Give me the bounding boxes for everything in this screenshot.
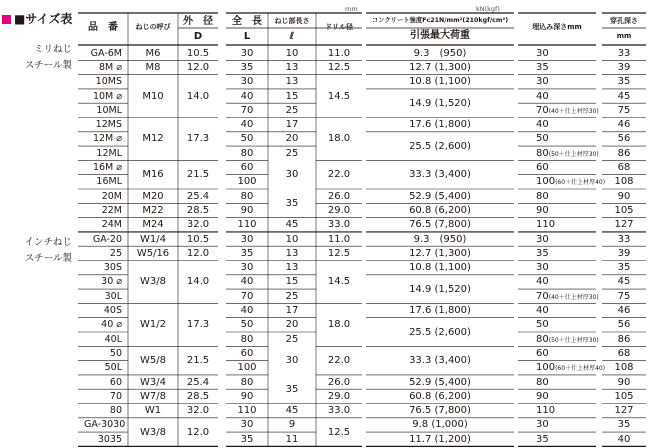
unit-mm-label: mm — [345, 5, 358, 13]
header-concrete: コンクリート強度Fc21N/mm²(210kgf/cm²) — [371, 17, 509, 24]
model-cell: 24M — [101, 219, 122, 231]
thread-cell: W1 — [144, 405, 162, 417]
hole-cell: 68 — [617, 347, 631, 359]
model-cell: 12M ⌀ — [92, 133, 122, 145]
load-cell: 9.8 (1,000) — [412, 419, 468, 431]
thread-cell: W3/8 — [140, 426, 166, 438]
model-cell: 10ML — [96, 104, 122, 116]
L-cell: 40 — [240, 276, 254, 288]
drill-cell: 12.5 — [327, 247, 351, 259]
L-cell: 30 — [240, 262, 254, 274]
load-cell: 9.3 (950) — [413, 233, 467, 245]
od-cell: 12.0 — [186, 247, 210, 259]
l-cell: 11 — [285, 433, 299, 445]
model-cell: 20M — [101, 190, 122, 202]
hole-cell: 90 — [617, 376, 631, 388]
l-cell: 35 — [285, 197, 299, 209]
hole-cell: 46 — [617, 305, 631, 317]
model-cell: 30 ⌀ — [101, 276, 122, 288]
header-thread-length-symbol: ℓ — [289, 31, 295, 42]
embed-value: 70 — [536, 290, 549, 302]
model-cell: 10MS — [95, 76, 122, 88]
model-cell: 16ML — [96, 176, 122, 188]
model-cell: GA-6M — [90, 47, 122, 59]
L-cell: 35 — [240, 247, 254, 259]
embed-cell: 80 — [536, 376, 549, 388]
embed-cell: 30 — [536, 419, 549, 431]
L-cell: 40 — [240, 90, 254, 102]
thread-cell: W7/8 — [140, 390, 166, 402]
embed-note: (40＋仕上材厚30) — [548, 107, 599, 115]
od-cell: 12.0 — [186, 426, 210, 438]
L-cell: 50 — [240, 319, 254, 331]
L-cell: 30 — [240, 47, 254, 59]
od-cell: 21.5 — [186, 169, 210, 181]
header-drill: ドリル径 — [325, 23, 353, 31]
thread-cell: W1/2 — [140, 319, 166, 331]
load-cell: 60.8 (6,200) — [409, 390, 471, 402]
header-length-symbol: L — [243, 31, 251, 42]
inch-group-line1: インチねじ — [24, 237, 72, 248]
load-cell: 11.7 (1,200) — [409, 433, 471, 445]
od-cell: 28.5 — [186, 204, 210, 216]
model-cell: GA-3030 — [84, 419, 126, 431]
hole-cell: 75 — [617, 104, 631, 116]
embed-cell: 40 — [536, 90, 549, 102]
thread-cell: W5/8 — [140, 355, 166, 367]
load-cell: 17.6 (1,800) — [409, 305, 471, 317]
thread-cell: M10 — [142, 90, 164, 102]
L-cell: 60 — [240, 347, 254, 359]
hole-cell: 127 — [614, 405, 634, 417]
hole-cell: 40 — [617, 433, 631, 445]
l-cell: 20 — [285, 319, 299, 331]
model-cell: 10M ⌀ — [92, 90, 122, 102]
embed-note: (60＋仕上材厚40) — [555, 365, 606, 373]
L-cell: 80 — [240, 147, 254, 159]
thread-cell: M24 — [142, 219, 164, 231]
embed-cell: 35 — [536, 247, 549, 259]
model-cell: 3035 — [97, 433, 122, 445]
hole-cell: 35 — [617, 76, 631, 88]
thread-cell: M16 — [142, 169, 164, 181]
model-cell: 80 — [109, 405, 122, 417]
drill-cell: 33.0 — [327, 219, 351, 231]
metric-group-line1: ミリねじ — [33, 44, 72, 55]
model-cell: 40L — [104, 333, 122, 345]
load-cell: 52.9 (5,400) — [409, 190, 471, 202]
l-cell: 25 — [285, 147, 299, 159]
model-cell: 40S — [103, 305, 122, 317]
embed-cell: 110 — [536, 405, 556, 417]
model-cell: GA-20 — [92, 233, 122, 245]
L-cell: 50 — [240, 133, 254, 145]
load-cell: 60.8 (6,200) — [409, 204, 471, 216]
embed-cell: 30 — [536, 76, 549, 88]
load-cell: 25.5 (2,600) — [409, 140, 471, 152]
L-cell: 110 — [237, 405, 257, 417]
drill-cell: 26.0 — [327, 190, 351, 202]
L-cell: 30 — [240, 233, 254, 245]
L-cell: 70 — [240, 104, 254, 116]
hole-cell: 86 — [617, 147, 631, 159]
L-cell: 100 — [237, 176, 257, 188]
L-cell: 40 — [240, 119, 254, 131]
hole-cell: 105 — [614, 204, 634, 216]
embed-value: 100 — [536, 176, 556, 188]
model-cell: 8M ⌀ — [99, 61, 122, 73]
model-cell: 30S — [103, 262, 122, 274]
model-cell: 50 — [109, 347, 122, 359]
hole-cell: 35 — [617, 262, 631, 274]
hole-cell: 127 — [614, 219, 634, 231]
hole-cell: 46 — [617, 119, 631, 131]
model-cell: 12ML — [96, 147, 122, 159]
hole-cell: 56 — [617, 319, 631, 331]
hole-cell: 86 — [617, 333, 631, 345]
embed-cell: 50 — [536, 133, 549, 145]
l-cell: 9 — [288, 419, 296, 431]
L-cell: 80 — [240, 333, 254, 345]
header-od-symbol: D — [193, 31, 203, 42]
header-length: 全 長 — [232, 16, 262, 27]
hole-cell: 45 — [617, 276, 631, 288]
load-cell: 9.3 (950) — [413, 47, 467, 59]
embed-note: (50＋仕上材厚30) — [548, 150, 599, 158]
embed-cell: 30 — [536, 262, 549, 274]
hole-cell: 39 — [617, 247, 631, 259]
model-cell: 16M ⌀ — [92, 162, 122, 174]
header-od: 外 径 — [183, 16, 213, 27]
od-cell: 14.0 — [186, 276, 210, 288]
embed-cell: 50 — [536, 319, 549, 331]
drill-cell: 26.0 — [327, 376, 351, 388]
drill-cell: 11.0 — [327, 233, 351, 245]
load-cell: 33.3 (3,400) — [409, 169, 471, 181]
l-cell: 17 — [285, 119, 299, 131]
embed-note: (40＋仕上材厚30) — [548, 293, 599, 301]
embed-cell: 40 — [536, 305, 549, 317]
embed-cell: 35 — [536, 61, 549, 73]
drill-cell: 14.5 — [327, 90, 351, 102]
model-cell: 70 — [109, 390, 122, 402]
load-cell: 17.6 (1,800) — [409, 119, 471, 131]
hole-cell: 108 — [614, 176, 634, 188]
header-thread-length: ねじ部長さ — [274, 17, 310, 25]
l-cell: 17 — [285, 305, 299, 317]
header-max-load: 引張最大荷重 — [410, 30, 470, 41]
inch-group-line2: スチール製 — [24, 253, 72, 264]
thread-cell: W1/4 — [140, 233, 166, 245]
header-hole-unit: mm — [616, 32, 632, 40]
title-text: ■サイズ表 — [14, 12, 73, 26]
load-cell: 10.8 (1,100) — [409, 76, 471, 88]
drill-cell: 22.0 — [327, 169, 351, 181]
hole-cell: 108 — [614, 362, 634, 374]
l-cell: 25 — [285, 333, 299, 345]
l-cell: 10 — [285, 47, 299, 59]
thread-cell: W3/8 — [140, 276, 166, 288]
load-cell: 14.9 (1,520) — [409, 97, 471, 109]
hole-cell: 45 — [617, 90, 631, 102]
drill-cell: 22.0 — [327, 355, 351, 367]
l-cell: 25 — [285, 290, 299, 302]
od-cell: 10.5 — [186, 233, 210, 245]
od-cell: 14.0 — [186, 90, 210, 102]
metric-group-line2: スチール製 — [24, 60, 72, 71]
l-cell: 20 — [285, 133, 299, 145]
load-cell: 14.9 (1,520) — [409, 283, 471, 295]
L-cell: 80 — [240, 190, 254, 202]
hole-cell: 56 — [617, 133, 631, 145]
header-hole: 穿孔深さ — [610, 17, 638, 25]
l-cell: 45 — [285, 405, 299, 417]
L-cell: 90 — [240, 390, 254, 402]
l-cell: 13 — [285, 61, 299, 73]
load-cell: 76.5 (7,800) — [409, 405, 471, 417]
header-embed: 埋込み深さmm — [532, 23, 582, 31]
L-cell: 80 — [240, 376, 254, 388]
hole-cell: 33 — [617, 47, 631, 59]
model-cell: 40 ⌀ — [101, 319, 122, 331]
embed-value: 80 — [536, 333, 549, 345]
hole-cell: 35 — [617, 419, 631, 431]
l-cell: 10 — [285, 233, 299, 245]
embed-cell: 90 — [536, 390, 549, 402]
thread-cell: M12 — [142, 133, 164, 145]
l-cell: 15 — [285, 276, 299, 288]
L-cell: 60 — [240, 162, 254, 174]
thread-cell: M20 — [142, 190, 164, 202]
l-cell: 45 — [285, 219, 299, 231]
model-cell: 22M — [101, 204, 122, 216]
l-cell: 25 — [285, 104, 299, 116]
header-thread: ねじの呼び — [135, 23, 171, 31]
od-cell: 17.3 — [186, 319, 210, 331]
l-cell: 15 — [285, 90, 299, 102]
embed-value: 100 — [536, 362, 556, 374]
embed-cell: 90 — [536, 204, 549, 216]
drill-cell: 12.5 — [327, 61, 351, 73]
thread-cell: W3/4 — [140, 376, 166, 388]
L-cell: 35 — [240, 433, 254, 445]
load-cell: 12.7 (1,300) — [409, 247, 471, 259]
L-cell: 100 — [237, 362, 257, 374]
l-cell: 35 — [285, 383, 299, 395]
embed-cell: 80 — [536, 190, 549, 202]
thread-cell: M6 — [145, 47, 161, 59]
od-cell: 17.3 — [186, 133, 210, 145]
load-cell: 25.5 (2,600) — [409, 326, 471, 338]
L-cell: 90 — [240, 204, 254, 216]
drill-cell: 29.0 — [327, 390, 351, 402]
embed-cell: 60 — [536, 162, 549, 174]
od-cell: 10.5 — [186, 47, 210, 59]
embed-cell: 30 — [536, 47, 549, 59]
model-cell: 25 — [109, 247, 122, 259]
thread-cell: M8 — [145, 61, 161, 73]
thread-cell: M22 — [142, 204, 164, 216]
drill-cell: 11.0 — [327, 47, 351, 59]
model-cell: 12MS — [95, 119, 122, 131]
embed-value: 80 — [536, 147, 549, 159]
drill-cell: 18.0 — [327, 133, 351, 145]
hole-cell: 105 — [614, 390, 634, 402]
od-cell: 32.0 — [186, 219, 210, 231]
l-cell: 13 — [285, 76, 299, 88]
header-model: 品 番 — [88, 22, 118, 33]
od-cell: 12.0 — [186, 61, 210, 73]
model-cell: 50L — [104, 362, 122, 374]
hole-cell: 90 — [617, 190, 631, 202]
embed-cell: 35 — [536, 433, 549, 445]
drill-cell: 29.0 — [327, 204, 351, 216]
unit-kn-label: kN(kgf) — [476, 5, 500, 13]
drill-cell: 12.5 — [327, 426, 351, 438]
load-cell: 76.5 (7,800) — [409, 219, 471, 231]
embed-cell: 40 — [536, 276, 549, 288]
L-cell: 35 — [240, 61, 254, 73]
L-cell: 30 — [240, 419, 254, 431]
drill-cell: 33.0 — [327, 405, 351, 417]
load-cell: 33.3 (3,400) — [409, 355, 471, 367]
thread-cell: W5/16 — [136, 247, 170, 259]
L-cell: 40 — [240, 305, 254, 317]
embed-cell: 60 — [536, 347, 549, 359]
embed-cell: 30 — [536, 233, 549, 245]
hole-cell: 39 — [617, 61, 631, 73]
l-cell: 13 — [285, 247, 299, 259]
embed-cell: 40 — [536, 119, 549, 131]
load-cell: 12.7 (1,300) — [409, 61, 471, 73]
L-cell: 30 — [240, 76, 254, 88]
hole-cell: 75 — [617, 290, 631, 302]
L-cell: 70 — [240, 290, 254, 302]
od-cell: 28.5 — [186, 390, 210, 402]
od-cell: 21.5 — [186, 355, 210, 367]
embed-note: (50＋仕上材厚30) — [548, 336, 599, 344]
L-cell: 110 — [237, 219, 257, 231]
hole-cell: 68 — [617, 162, 631, 174]
embed-note: (60＋仕上材厚40) — [555, 179, 606, 187]
model-cell: 30L — [104, 290, 122, 302]
embed-cell: 110 — [536, 219, 556, 231]
l-cell: 13 — [285, 262, 299, 274]
od-cell: 32.0 — [186, 405, 210, 417]
load-cell: 52.9 (5,400) — [409, 376, 471, 388]
model-cell: 60 — [109, 376, 122, 388]
l-cell: 30 — [285, 355, 299, 367]
drill-cell: 18.0 — [327, 319, 351, 331]
embed-value: 70 — [536, 104, 549, 116]
drill-cell: 14.5 — [327, 276, 351, 288]
od-cell: 25.4 — [186, 190, 210, 202]
l-cell: 30 — [285, 169, 299, 181]
od-cell: 25.4 — [186, 376, 210, 388]
hole-cell: 33 — [617, 233, 631, 245]
load-cell: 10.8 (1,100) — [409, 262, 471, 274]
